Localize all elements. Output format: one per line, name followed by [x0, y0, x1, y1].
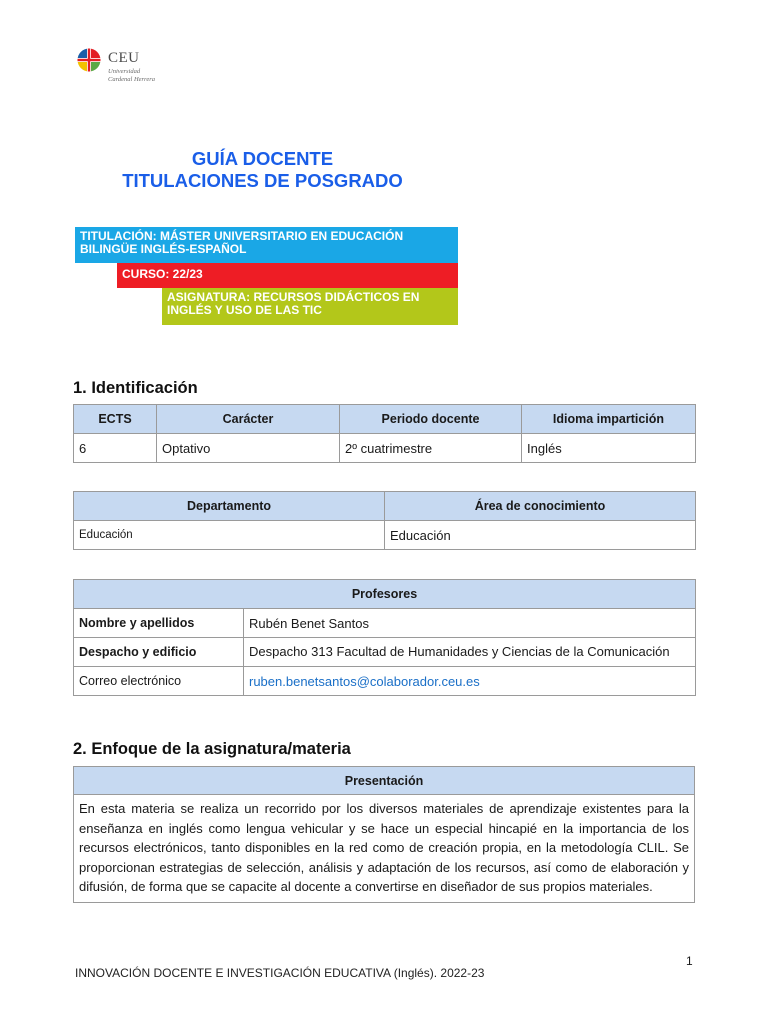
table-header-row [74, 767, 695, 795]
document-subtitle: TITULACIONES DE POSGRADO [122, 170, 403, 191]
cell-departamento: Educación [74, 521, 385, 550]
table-header-row [74, 405, 696, 434]
presentation-table [73, 766, 695, 903]
cell-ects: 6 [74, 434, 157, 463]
label-nombre: Nombre y apellidos [74, 609, 244, 638]
section-identificacion-heading: 1. Identificación [73, 379, 198, 397]
section-enfoque-heading: 2. Enfoque de la asignatura/materia [73, 740, 351, 758]
ceu-emblem-icon [77, 48, 101, 72]
document-title: GUÍA DOCENTE [191, 148, 334, 169]
cell-periodo: 2º cuatrimestre [340, 434, 522, 463]
value-correo [244, 667, 696, 696]
table-header-row [74, 492, 696, 521]
table-row [74, 609, 696, 638]
header-idioma: Idioma impartición [522, 405, 696, 434]
label-correo: Correo electrónico [74, 667, 244, 696]
titulacion-band: TITULACIÓN: MÁSTER UNIVERSITARIO EN EDUCACIÓN BILINGÜE INGLÉS-ESPAÑOL [75, 227, 458, 263]
professors-table [73, 579, 696, 696]
value-nombre: Rubén Benet Santos [244, 609, 696, 638]
cell-idioma: Inglés [522, 434, 696, 463]
page-number: 1 [686, 954, 693, 968]
value-despacho: Despacho 313 Facultad de Humanidades y Ciencias de la Comunicación [244, 638, 696, 667]
header-departamento: Departamento [74, 492, 385, 521]
table-row [74, 434, 696, 463]
page-footer: INNOVACIÓN DOCENTE E INVESTIGACIÓN EDUCATIVA (Inglés). 2022-23 [75, 966, 485, 980]
label-despacho: Despacho y edificio [74, 638, 244, 667]
table-row [74, 667, 696, 696]
presentation-text: En esta materia se realiza un recorrido por los diversos materiales de aprendizaje existentes para la enseñanza en inglés como lengua vehicular y se hace un especial hincapié en la importancia de los recursos electrónicos, tanto disponibles en la red como de creación propia, en la metodología CLIL. Se proporcionan estrategias de selección, análisis y adaptación de los recursos, así como de elaboración y difusión, de forma que se capacite al docente a convertirse en diseñador de sus propios materiales. [74, 795, 695, 903]
header-profesores: Profesores [74, 580, 696, 609]
department-table [73, 491, 696, 550]
logo-subtitle-2: Cardenal Herrera [108, 76, 156, 83]
header-caracter: Carácter [157, 405, 340, 434]
table-row [74, 638, 696, 667]
asignatura-band: ASIGNATURA: RECURSOS DIDÁCTICOS EN INGLÉS Y USO DE LAS TIC [162, 288, 458, 325]
header-ects: ECTS [74, 405, 157, 434]
header-area: Área de conocimiento [385, 492, 696, 521]
ceu-logo [77, 46, 187, 86]
curso-band: CURSO: 22/23 [117, 263, 458, 288]
cell-area: Educación [385, 521, 696, 550]
cell-caracter: Optativo [157, 434, 340, 463]
table-row [74, 521, 696, 550]
header-periodo: Periodo docente [340, 405, 522, 434]
identification-table [73, 404, 696, 463]
email-link[interactable]: ruben.benetsantos@colaborador.ceu.es [249, 673, 480, 689]
table-header-row [74, 580, 696, 609]
logo-subtitle-1: Universidad [108, 68, 141, 75]
table-row [74, 795, 695, 903]
logo-wordmark: CEU [108, 50, 140, 66]
header-presentacion: Presentación [74, 767, 695, 795]
